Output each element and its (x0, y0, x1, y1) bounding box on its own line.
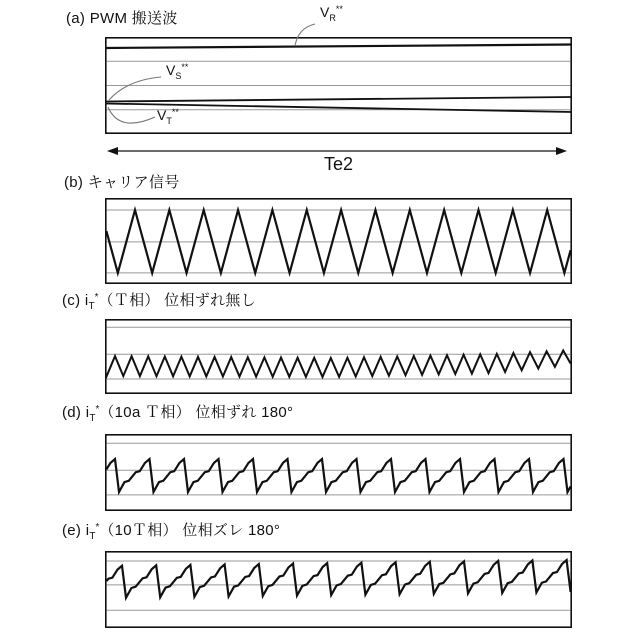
vr-leader (295, 24, 315, 46)
vs-leader (109, 77, 161, 100)
panel-d-waveform (106, 459, 570, 492)
te2-label: Te2 (323, 154, 354, 174)
vs-line (105, 97, 572, 102)
vt-label: $V_T^{**}$ (157, 107, 179, 126)
panel-e-plot (105, 551, 572, 628)
panel-c-frame (106, 320, 571, 393)
panel-b-title: (b) キャリア信号 (64, 174, 180, 191)
vr-label: $V_R^{**}$ (320, 4, 343, 23)
panel-b-plot (105, 198, 572, 284)
panel-c-title: (c) $i_T^*(T$相） 位相ずれ無し (62, 292, 256, 312)
panel-d-plot (105, 434, 572, 511)
panel-b-frame (106, 199, 571, 283)
panel-a-title: (a) PWM 搬送波 (66, 10, 178, 27)
vs-label: $V_S^{**}$ (166, 62, 189, 81)
vr-line (105, 45, 572, 49)
panel-e-waveform (106, 560, 570, 598)
panel-d-frame (106, 435, 571, 510)
panel-c-plot (105, 319, 572, 394)
panel-e-title: (e) $i_T^*(10T$相） 位相ズレ 180° (62, 522, 281, 542)
panel-d-title: (d) $i_T^*(10a$ Ｔ相） 位相ずれ 180° (62, 404, 294, 424)
